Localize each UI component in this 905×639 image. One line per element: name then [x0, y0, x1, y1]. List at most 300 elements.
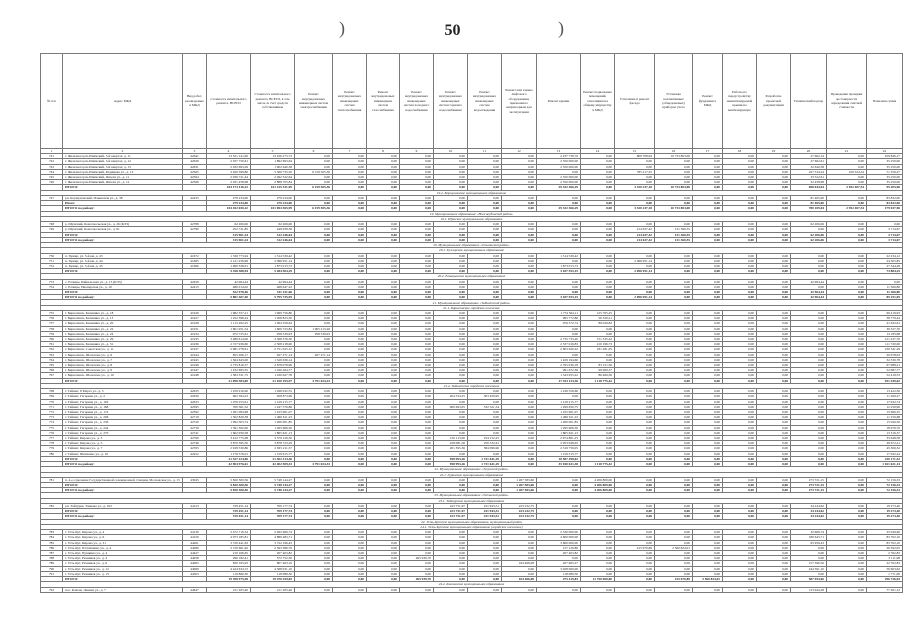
table-cell: 42790	[183, 227, 207, 232]
table-cell: 0,00	[581, 545, 615, 550]
table-cell: 0,00	[693, 488, 723, 493]
table-cell: 774	[41, 420, 63, 425]
table-cell: 0,00	[400, 169, 434, 174]
table-cell: 256 532,61	[468, 441, 502, 446]
table-cell: 0,00	[367, 363, 400, 368]
table-cell: 17 042,74	[867, 399, 903, 404]
table-cell: 0,00	[367, 551, 400, 556]
table-cell: 1 982 357,21	[207, 311, 251, 316]
table-cell: 5 820 300,56	[207, 488, 251, 493]
table-cell: 771	[41, 404, 63, 409]
table-cell: 0,00	[757, 451, 791, 456]
table-cell: 0,00	[615, 347, 655, 352]
table-cell: 0,00	[333, 462, 367, 467]
table-cell: 0,00	[367, 587, 400, 592]
table-cell: 0,00	[367, 394, 400, 399]
table-cell: 0,00	[723, 164, 757, 169]
table-cell: 0,00	[400, 159, 434, 164]
table-cell: 779	[41, 446, 63, 451]
table-cell: 1 252 396,24	[207, 316, 251, 321]
table-cell: 42631	[183, 164, 207, 169]
address-cell: пос. Ключи, Ленина ул., д. 7	[63, 587, 183, 592]
table-cell: 3 870 395,50	[207, 441, 251, 446]
table-cell: 2 952 407,54	[827, 185, 867, 190]
table-cell: 56 320,21	[581, 316, 615, 321]
table-cell: 0,00	[693, 316, 723, 321]
table-cell: 0,00	[693, 169, 723, 174]
table-cell: 782	[41, 504, 63, 509]
right-parenthesis: )	[558, 18, 564, 38]
table-cell: 0,00	[581, 352, 615, 357]
table-cell: 42760	[183, 436, 207, 441]
table-cell: 0,00	[434, 389, 468, 394]
table-cell: 1 159 315,77	[537, 451, 581, 456]
table-cell: 34 244,62	[791, 504, 827, 509]
table-cell: 0,00	[615, 389, 655, 394]
table-cell: 312 246,64	[251, 237, 295, 242]
table-cell: 0,00	[295, 556, 333, 561]
table-cell: 0,00	[468, 477, 502, 482]
column-header: Разработка проектной документации	[757, 54, 791, 149]
table-cell: 17 353 133,36	[537, 378, 581, 383]
table-cell: 0,00	[693, 352, 723, 357]
table-cell: 0,00	[757, 258, 791, 263]
table-cell: 0,00	[468, 331, 502, 336]
section-title: 21.1. Бирюсинское городское поселение	[41, 305, 903, 310]
address-cell: г. Тайшет, Шевченко ул., д. 10	[63, 451, 183, 456]
address-cell: г. Усть-Кут, Кирова ул., д. 31	[63, 540, 183, 545]
table-cell: 0,00	[655, 326, 693, 331]
address-cell: г. Бирюсинск, Калинина ул., д. 13	[63, 316, 183, 321]
table-cell: 0,00	[434, 311, 468, 316]
table-cell: 0,00	[400, 451, 434, 456]
table-cell: 0,00	[400, 415, 434, 420]
address-cell: ИТОГО:	[63, 185, 183, 190]
table-cell: 204 534,25	[434, 394, 468, 399]
table-cell: 1 600 723,84	[251, 326, 295, 331]
table-cell: 3 714,67	[867, 232, 903, 237]
table-cell: 21 327 224,00	[207, 456, 251, 461]
table-cell: 0,00	[502, 279, 537, 284]
table-cell: 13 226 275,73	[251, 154, 295, 159]
table-cell: 0,00	[723, 284, 757, 289]
table-cell: 0,00	[400, 337, 434, 342]
table-cell: 44130	[183, 530, 207, 535]
table-cell: 5 748 144,27	[251, 477, 295, 482]
table-cell: 1 247 576,86	[251, 404, 295, 409]
table-cell: 0,00	[723, 483, 757, 488]
table-cell: 0,00	[468, 253, 502, 258]
table-cell: 0,00	[615, 566, 655, 571]
table-cell: 0,00	[400, 352, 434, 357]
address-cell: ИТОГО по району:	[63, 514, 183, 519]
table-cell: 0,00	[295, 436, 333, 441]
table-cell: 0,00	[723, 477, 757, 482]
table-cell: 0,00	[333, 269, 367, 274]
column-header: Плановая сумма	[867, 54, 903, 149]
table-cell: 0,00	[295, 263, 333, 268]
table-cell: 0,00	[400, 290, 434, 295]
table-cell: 0,00	[791, 357, 827, 362]
table-cell: 2 762,83	[867, 551, 903, 556]
column-header: Адрес МКД	[63, 54, 183, 149]
table-cell: 0,00	[791, 331, 827, 336]
table-cell: 0,00	[791, 556, 827, 561]
table-cell: 776	[41, 430, 63, 435]
table-cell: 0,00	[581, 326, 615, 331]
table-cell: 0,00	[400, 530, 434, 535]
table-cell: 0,00	[615, 326, 655, 331]
table-cell: 0,00	[615, 451, 655, 456]
table-cell: 0,00	[400, 551, 434, 556]
table-cell: 0,00	[693, 326, 723, 331]
table-cell: 85 251,05	[867, 295, 903, 300]
table-cell: 0,00	[502, 321, 537, 326]
table-cell: 41947	[183, 368, 207, 373]
table-cell: 211 205,40	[251, 587, 295, 592]
table-cell: 89 026,82	[581, 321, 615, 326]
table-cell: 1 900 358,01	[207, 263, 251, 268]
table-cell: 1 076 253,61	[207, 399, 251, 404]
table-cell: 0,00	[791, 337, 827, 342]
table-cell: 0,00	[400, 206, 434, 211]
table-cell: 223 232,75	[502, 509, 537, 514]
section-title: 22. Муниципальное образование «Тулунский район»	[41, 467, 903, 472]
table-cell: 0,00	[295, 446, 333, 451]
table-cell: 0,00	[693, 206, 723, 211]
table-cell: 83 151,56	[581, 363, 615, 368]
table-cell: 0,00	[693, 394, 723, 399]
table-cell: 0,00	[468, 535, 502, 540]
table-cell: 0,00	[434, 295, 468, 300]
table-cell: 2 237 739,79	[537, 154, 581, 159]
table-cell: 0,00	[581, 514, 615, 519]
table-cell: 0,00	[581, 279, 615, 284]
table-cell: 0,00	[615, 540, 655, 545]
table-cell: 0,00	[295, 456, 333, 461]
table-cell: 0,00	[434, 363, 468, 368]
table-cell: 0,00	[295, 535, 333, 540]
address-cell: ИТОГО по району:	[63, 206, 183, 211]
table-cell: 0,00	[400, 269, 434, 274]
table-cell: 0,00	[615, 357, 655, 362]
table-cell: 0,00	[791, 253, 827, 258]
table-cell: 0,00	[791, 284, 827, 289]
table-cell: 0,00	[468, 587, 502, 592]
table-cell: 1 232 693,35	[207, 368, 251, 373]
table-cell: 15 026,56	[867, 420, 903, 425]
table-cell: 15 666,35	[867, 410, 903, 415]
table-cell: 0,00	[581, 331, 615, 336]
table-cell: 0,00	[502, 462, 537, 467]
table-cell: 0,00	[367, 222, 400, 227]
table-cell: 42633	[183, 399, 207, 404]
table-cell: 0,00	[468, 222, 502, 227]
table-cell: 0,00	[581, 357, 615, 362]
table-cell: 1 260 001,85	[251, 420, 295, 425]
table-cell: 0,00	[434, 545, 468, 550]
table-cell: 0,00	[400, 561, 434, 566]
column-header: Утепление и ремонт фасада	[615, 54, 655, 149]
table-cell: 0,00	[333, 504, 367, 509]
table-cell: 0,00	[400, 321, 434, 326]
table-cell: 0,00	[757, 284, 791, 289]
table-cell: 1 969 756,80	[251, 311, 295, 316]
table-cell: 0,00	[581, 258, 615, 263]
table-cell: 0,00	[295, 587, 333, 592]
table-cell: 751	[41, 258, 63, 263]
table-cell: 0,00	[791, 446, 827, 451]
table-cell: 0,00	[400, 446, 434, 451]
table-cell: 44065	[183, 561, 207, 566]
table-cell: 0,00	[693, 195, 723, 200]
table-cell: 0,00	[434, 415, 468, 420]
address-cell: п. 4-е отделение Государственной селекционной станции, Московская ул., д. 15	[63, 477, 183, 482]
column-header: Ремонт внутридомовых инженерных систем газоснабжения	[367, 54, 400, 149]
table-cell: 0,00	[581, 290, 615, 295]
table-cell: 927 271,14	[295, 352, 333, 357]
table-cell: 745	[41, 175, 63, 180]
table-cell: 0,00	[434, 180, 468, 185]
table-cell: 0,00	[400, 316, 434, 321]
table-cell: 0,00	[434, 561, 468, 566]
address-cell: г. Усть-Кут, Речников ул., д. 15	[63, 571, 183, 576]
table-cell: 0,00	[693, 232, 723, 237]
table-cell: 0,00	[827, 540, 867, 545]
table-cell: 0,00	[757, 279, 791, 284]
table-cell: 0,00	[827, 389, 867, 394]
table-cell: 1 774 564,11	[537, 311, 581, 316]
table-cell: 0,00	[333, 290, 367, 295]
table-cell: 42592	[183, 410, 207, 415]
table-cell: 42719	[183, 415, 207, 420]
table-cell: 62 206,06	[791, 222, 827, 227]
table-cell: 62 206,06	[791, 232, 827, 237]
table-cell: 0,00	[655, 394, 693, 399]
table-cell: 0,00	[367, 462, 400, 467]
table-cell: 0,00	[827, 164, 867, 169]
table-cell: 1 208 823,30	[251, 316, 295, 321]
table-cell: 0,00	[615, 180, 655, 185]
table-cell: 0,00	[333, 545, 367, 550]
table-cell: 0,00	[333, 284, 367, 289]
table-cell: 0,00	[827, 337, 867, 342]
table-cell: 783	[41, 530, 63, 535]
table-cell: 0,00	[502, 540, 537, 545]
address-cell: г. Бирюсинск, Калинина ул., д. 22	[63, 326, 183, 331]
table-cell: 0,00	[468, 561, 502, 566]
address-cell: ИТОГО:	[63, 378, 183, 383]
table-cell: 0,00	[655, 446, 693, 451]
table-cell: 0,00	[827, 269, 867, 274]
table-cell: 0,00	[502, 284, 537, 289]
table-cell: 0,00	[655, 404, 693, 409]
address-cell: г. Тайшет, Гагарина ул., д. 236	[63, 420, 183, 425]
table-cell: 42746	[183, 441, 207, 446]
address-cell: п. Хужир, ул. 5-й км, д. 45	[63, 263, 183, 268]
address-cell: р. Шумский, Комсомольская ул., д. 26 (КЭЗ)	[63, 222, 183, 227]
column-header: Ремонт подвальных помещений, относящихся к общему имуществу в МКД	[581, 54, 615, 149]
table-cell: 0,00	[655, 399, 693, 404]
table-cell: 0,00	[367, 331, 400, 336]
table-cell: 0,00	[537, 352, 581, 357]
table-cell: 0,00	[502, 535, 537, 540]
table-cell: 759	[41, 331, 63, 336]
table-cell: 0,00	[502, 363, 537, 368]
table-cell: 0,00	[295, 477, 333, 482]
table-cell: 0,00	[757, 504, 791, 509]
table-cell: 0,00	[723, 415, 757, 420]
table-cell: 777	[41, 436, 63, 441]
table-cell: 0,00	[655, 357, 693, 362]
table-cell: 0,00	[757, 436, 791, 441]
table-cell: 0,00	[655, 530, 693, 535]
table-cell: 0,00	[333, 483, 367, 488]
table-cell: 0,00	[434, 290, 468, 295]
table-cell: 572 752,50	[251, 556, 295, 561]
table-cell: 2 560 824,01	[693, 577, 723, 582]
table-cell: 0,00	[693, 425, 723, 430]
table-cell: 0,00	[827, 373, 867, 378]
table-cell: 0,00	[537, 504, 581, 509]
table-cell: 67 988,21	[867, 363, 903, 368]
table-cell: 0,00	[434, 159, 468, 164]
table-cell: 0,00	[295, 404, 333, 409]
table-cell: 0,00	[537, 331, 581, 336]
table-cell: 0,00	[693, 451, 723, 456]
table-cell: 0,00	[400, 425, 434, 430]
table-cell: 101 415 331,99	[251, 185, 295, 190]
table-cell: 10 733 803,00	[655, 206, 693, 211]
table-cell: 0,00	[723, 373, 757, 378]
table-cell: 0,00	[655, 352, 693, 357]
table-cell: 0,00	[757, 232, 791, 237]
address-cell: ИТОГО по району:	[63, 237, 183, 242]
table-cell: 0,00	[693, 175, 723, 180]
section-title: 23.1. Тайтурское муниципальное образование	[41, 498, 903, 503]
table-cell: 42 964,44	[207, 279, 251, 284]
table-cell: 0,00	[400, 389, 434, 394]
table-cell: 119 860,30	[207, 571, 251, 576]
table-cell: 2 603 620,22	[537, 347, 581, 352]
table-cell: 0,00	[693, 363, 723, 368]
table-cell: 32 458,98	[791, 180, 827, 185]
table-cell: 0,00	[434, 477, 468, 482]
column-header: Ремонт внутридомовых инженерных систем горячего водоснабжения	[434, 54, 468, 149]
table-cell: 0,00	[757, 269, 791, 274]
column-header: Ремонт внутридомовых инженерных систем водоотведения	[468, 54, 502, 149]
table-cell: 0,00	[655, 316, 693, 321]
table-cell: 0,00	[468, 577, 502, 582]
table-cell: 0,00	[468, 488, 502, 493]
table-cell: 0,00	[367, 410, 400, 415]
table-cell: 2 765 036,18	[537, 363, 581, 368]
table-cell: 0,00	[502, 227, 537, 232]
table-cell: 0,00	[468, 201, 502, 206]
address-cell: г. Тайшет, Гагарина ул., д. 174	[63, 410, 183, 415]
table-cell: 0,00	[723, 154, 757, 159]
table-cell: 0,00	[367, 311, 400, 316]
table-cell: 41934	[183, 331, 207, 336]
table-cell: 0,00	[655, 321, 693, 326]
table-cell: 0,00	[537, 279, 581, 284]
table-cell: 0,00	[615, 488, 655, 493]
table-cell: 0,00	[723, 451, 757, 456]
table-cell: 0,00	[367, 441, 400, 446]
table-cell: 0,00	[827, 451, 867, 456]
table-cell: 1 176 576,01	[207, 451, 251, 456]
table-cell: 0,00	[502, 180, 537, 185]
column-header: Ремонт внутридомовых инженерных систем холодного водоснабжения	[400, 54, 434, 149]
table-cell: 0,00	[333, 295, 367, 300]
table-cell: 0,00	[581, 410, 615, 415]
table-cell: 273 721,15	[791, 477, 827, 482]
table-cell: 0,00	[693, 180, 723, 185]
address-cell: п. Хужир, ул. 5-й км, д. 44	[63, 258, 183, 263]
table-cell: 244 391,10	[791, 566, 827, 571]
table-cell: 0,00	[791, 321, 827, 326]
table-cell: 2 096 951,14	[251, 258, 295, 263]
table-cell: 0,00	[333, 316, 367, 321]
table-cell: 0,00	[723, 535, 757, 540]
table-cell: 0,00	[693, 311, 723, 316]
table-cell: 0,00	[723, 175, 757, 180]
column-index: 1	[41, 149, 63, 154]
table-cell: 228 081,56	[434, 441, 468, 446]
table-cell: 0,00	[434, 571, 468, 576]
table-cell: 0,00	[400, 483, 434, 488]
table-cell: 3 320 237,18	[615, 206, 655, 211]
table-cell: 0,00	[468, 180, 502, 185]
table-cell: 273 721,15	[791, 488, 827, 493]
table-cell: 0,00	[502, 258, 537, 263]
table-cell: 0,00	[502, 222, 537, 227]
table-cell: 1 281 084,68	[207, 410, 251, 415]
table-cell: 0,00	[757, 154, 791, 159]
table-cell: 41 632,61	[867, 321, 903, 326]
table-cell: 0,00	[693, 415, 723, 420]
table-cell: 42 964,44	[791, 295, 827, 300]
table-cell: 0,00	[655, 269, 693, 274]
table-cell: 0,00	[827, 587, 867, 592]
table-cell: 0,00	[693, 561, 723, 566]
table-cell: 0,00	[400, 571, 434, 576]
table-cell: 0,00	[693, 540, 723, 545]
table-cell: 0,00	[434, 227, 468, 232]
table-cell: 62 206,06	[251, 222, 295, 227]
table-cell: 0,00	[655, 566, 693, 571]
table-cell: 0,00	[791, 410, 827, 415]
table-cell: 0,00	[434, 410, 468, 415]
address-cell: г. Железногорск-Илимский, 3-й квартал, д. 13	[63, 164, 183, 169]
table-cell: 522 978,46	[207, 290, 251, 295]
table-cell: 0,00	[723, 462, 757, 467]
table-cell: 0,00	[295, 195, 333, 200]
table-cell: 0,00	[367, 577, 400, 582]
table-cell: 0,00	[400, 164, 434, 169]
table-cell: 0,00	[723, 263, 757, 268]
table-cell: 0,00	[581, 415, 615, 420]
section-title: 19.1. Шумское муниципальное образование	[41, 216, 903, 221]
table-cell: 0,00	[723, 201, 757, 206]
table-cell: 19 273,40	[867, 509, 903, 514]
table-cell: 35 250,00	[867, 164, 903, 169]
table-cell: 807 463,10	[251, 561, 295, 566]
table-cell: 0,00	[655, 201, 693, 206]
table-cell: 32 330,78	[867, 357, 903, 362]
table-cell: 0,00	[615, 222, 655, 227]
table-cell: 0,00	[295, 175, 333, 180]
